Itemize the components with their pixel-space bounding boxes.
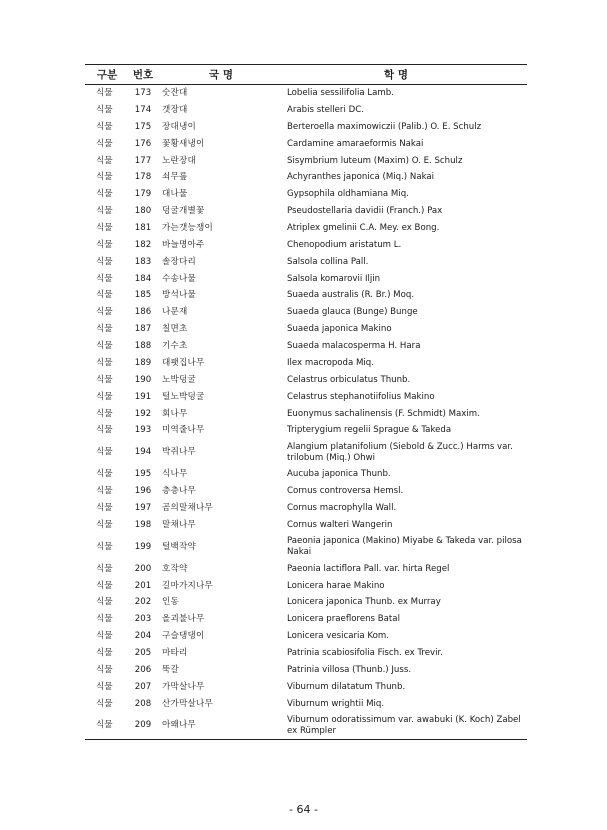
- header-korean-name: 국 명: [157, 65, 265, 85]
- cell-number: 192: [134, 408, 152, 419]
- table-row: [85, 628, 527, 645]
- cell-number: 177: [134, 155, 152, 166]
- cell-number: 188: [134, 341, 152, 352]
- cell-number: 207: [134, 681, 152, 692]
- table-row: [85, 466, 527, 483]
- cell-scientific-name: Salsola collina Pall.: [287, 256, 369, 267]
- cell-scientific-name: Chenopodium aristatum L.: [287, 239, 402, 250]
- cell-scientific-name: Viburnum odoratissimum var. awabuki (K. Koch) Zabel ex Rümpler: [265, 712, 527, 740]
- table-row: [85, 422, 527, 439]
- table-row: [85, 533, 527, 560]
- cell-korean-name: 길마가지나무: [162, 580, 214, 591]
- cell-number: 178: [134, 172, 152, 183]
- cell-category: 식물: [96, 631, 113, 642]
- table-row: [85, 355, 527, 372]
- cell-number: 175: [134, 121, 152, 132]
- cell-number: 190: [134, 374, 152, 385]
- cell-number: 174: [134, 105, 152, 116]
- table-row: [85, 439, 527, 466]
- cell-korean-name: 대나물: [162, 189, 188, 200]
- cell-number: 189: [134, 357, 152, 368]
- cell-scientific-name: Suaeda australis (R. Br.) Moq.: [287, 290, 415, 301]
- table-row: [85, 152, 527, 169]
- cell-korean-name: 노박덩굴: [162, 374, 197, 385]
- cell-korean-name: 회나무: [162, 408, 188, 419]
- cell-scientific-name: Cornus controversa Hemsl.: [287, 486, 404, 497]
- table-row: [85, 483, 527, 500]
- cell-scientific-name: Achyranthes japonica (Miq.) Nakai: [287, 172, 435, 183]
- cell-scientific-name: Arabis stelleri DC.: [287, 105, 364, 116]
- cell-scientific-name: Cornus macrophylla Wall.: [287, 502, 397, 513]
- table-row: [85, 662, 527, 679]
- cell-scientific-name: Cornus walteri Wangerin: [287, 519, 393, 530]
- cell-category: 식물: [96, 486, 113, 497]
- cell-scientific-name: Sisymbrium luteum (Maxim) O. E. Schulz: [287, 155, 463, 166]
- cell-scientific-name: Celastrus stephanotiifolius Makino: [287, 391, 435, 402]
- cell-korean-name: 솔장다리: [162, 256, 197, 267]
- cell-number: 205: [134, 647, 152, 658]
- cell-number: 208: [134, 698, 152, 709]
- cell-scientific-name: Patrinia scabiosifolia Fisch. ex Trevir.: [287, 647, 444, 658]
- cell-number: 173: [134, 88, 152, 99]
- cell-korean-name: 산가막살나무: [162, 698, 214, 709]
- cell-scientific-name: Pseudostellaria davidii (Franch.) Pax: [287, 206, 443, 217]
- table-row: [85, 85, 527, 102]
- cell-korean-name: 식나무: [162, 469, 188, 480]
- table-row: [85, 405, 527, 422]
- cell-korean-name: 말채나무: [162, 519, 197, 530]
- cell-category: 식물: [96, 189, 113, 200]
- cell-number: 184: [134, 273, 152, 284]
- table-row: [85, 254, 527, 271]
- cell-scientific-name: Paeonia lactiflora Pall. var. hirta Regel: [287, 563, 450, 574]
- cell-korean-name: 칠면초: [162, 324, 188, 335]
- cell-number: 191: [134, 391, 152, 402]
- table-row: [85, 220, 527, 237]
- cell-number: 196: [134, 486, 152, 497]
- cell-korean-name: 가막살나무: [162, 681, 205, 692]
- cell-number: 202: [134, 597, 152, 608]
- header-scientific-name: 학 명: [265, 65, 527, 85]
- cell-category: 식물: [96, 647, 113, 658]
- cell-number: 181: [134, 223, 152, 234]
- cell-scientific-name: Lonicera harae Makino: [287, 580, 385, 591]
- cell-category: 식물: [96, 88, 113, 99]
- cell-korean-name: 장대냉이: [162, 121, 197, 132]
- cell-number: 206: [134, 664, 152, 675]
- table-row: [85, 169, 527, 186]
- page-number: - 64 -: [289, 803, 318, 816]
- cell-category: 식물: [96, 408, 113, 419]
- table-row: [85, 388, 527, 405]
- cell-korean-name: 인동: [162, 597, 180, 608]
- table-row: [85, 594, 527, 611]
- cell-number: 176: [134, 138, 152, 149]
- cell-korean-name: 갯장대: [162, 105, 188, 116]
- cell-category: 식물: [96, 206, 113, 217]
- cell-category: 식물: [96, 307, 113, 318]
- table-row: [85, 372, 527, 389]
- cell-category: 식물: [96, 155, 113, 166]
- cell-number: 209: [129, 712, 157, 740]
- cell-number: 193: [134, 425, 152, 436]
- cell-scientific-name: Lobelia sessilifolia Lamb.: [287, 88, 394, 99]
- cell-number: 195: [134, 469, 152, 480]
- table-body: [85, 85, 527, 740]
- cell-korean-name: 털노박덩굴: [162, 391, 205, 402]
- cell-category: 식물: [96, 447, 113, 458]
- cell-number: 204: [134, 631, 152, 642]
- cell-korean-name: 대팻집나무: [162, 357, 205, 368]
- cell-category: 식물: [96, 239, 113, 250]
- header-category: 구분: [85, 65, 129, 85]
- cell-number: 200: [134, 563, 152, 574]
- cell-scientific-name: Lonicera japonica Thunb. ex Murray: [287, 597, 441, 608]
- cell-scientific-name: Suaeda japonica Makino: [287, 324, 392, 335]
- cell-scientific-name: Viburnum wrightii Miq.: [287, 698, 385, 709]
- cell-korean-name: 덩굴개별꽃: [162, 206, 205, 217]
- cell-number: 194: [134, 447, 152, 458]
- cell-number: 180: [134, 206, 152, 217]
- cell-scientific-name: Celastrus orbiculatus Thunb.: [287, 374, 411, 385]
- cell-korean-name: 노란장대: [162, 155, 197, 166]
- cell-number: 187: [134, 324, 152, 335]
- cell-korean-name: 호작약: [162, 563, 188, 574]
- cell-category: 식물: [96, 105, 113, 116]
- cell-category: 식물: [96, 698, 113, 709]
- cell-category: 식물: [96, 563, 113, 574]
- cell-category: 식물: [96, 425, 113, 436]
- cell-korean-name: 미역줄나무: [162, 425, 205, 436]
- cell-category: 식물: [96, 121, 113, 132]
- cell-scientific-name: Ilex macropoda Miq.: [287, 357, 374, 368]
- table-row: [85, 712, 527, 740]
- cell-scientific-name: Cardamine amaraeformis Nakai: [287, 138, 424, 149]
- table-row: [85, 270, 527, 287]
- cell-number: 183: [134, 256, 152, 267]
- cell-category: 식물: [96, 681, 113, 692]
- cell-scientific-name: Gypsophila oldhamiana Miq.: [287, 189, 409, 200]
- table-row: [85, 577, 527, 594]
- cell-scientific-name: Viburnum dilatatum Thunb.: [287, 681, 406, 692]
- cell-category: 식물: [96, 541, 113, 552]
- cell-scientific-name: Lonicera praeflorens Batal: [287, 614, 400, 625]
- table-row: [85, 500, 527, 517]
- header-row: [85, 65, 527, 85]
- cell-category: 식물: [96, 273, 113, 284]
- cell-korean-name: 층층나무: [162, 486, 197, 497]
- cell-number: 186: [134, 307, 152, 318]
- cell-category: 식물: [96, 580, 113, 591]
- cell-category: 식물: [96, 357, 113, 368]
- cell-number: 201: [134, 580, 152, 591]
- cell-category: 식물: [85, 712, 129, 740]
- table-row: [85, 119, 527, 136]
- cell-korean-name: 올괴불나무: [162, 614, 205, 625]
- table-row: [85, 679, 527, 696]
- cell-korean-name: 쇠무릎: [162, 172, 188, 183]
- table-row: [85, 645, 527, 662]
- cell-korean-name: 뚝갈: [162, 664, 180, 675]
- cell-korean-name: 바늘명아주: [162, 239, 205, 250]
- cell-scientific-name: Patrinia villosa (Thunb.) Juss.: [287, 664, 412, 675]
- cell-scientific-name: Alangium platanifolium (Siebold & Zucc.) Harms var. trilobum (Miq.) Ohwi: [287, 442, 513, 463]
- table-row: [85, 321, 527, 338]
- table-row: [85, 102, 527, 119]
- cell-scientific-name: Lonicera vesicaria Kom.: [287, 631, 389, 642]
- cell-category: 식물: [96, 664, 113, 675]
- cell-category: 식물: [96, 502, 113, 513]
- cell-korean-name: 나문재: [162, 307, 188, 318]
- cell-scientific-name: Tripterygium regelii Sprague & Takeda: [287, 425, 452, 436]
- cell-category: 식물: [96, 614, 113, 625]
- cell-category: 식물: [96, 290, 113, 301]
- table-row: [85, 338, 527, 355]
- table-row: [85, 611, 527, 628]
- table-row: [85, 287, 527, 304]
- species-table: [85, 64, 527, 740]
- cell-scientific-name: Salsola komarovii Iljin: [287, 273, 381, 284]
- cell-scientific-name: Paeonia japonica (Makino) Miyabe & Takeda var. pilosa Nakai: [287, 536, 522, 557]
- table-row: [85, 304, 527, 321]
- table-row: [85, 560, 527, 577]
- cell-korean-name: 곰의말채나무: [162, 502, 214, 513]
- cell-scientific-name: Euonymus sachalinensis (F. Schmidt) Maxim.: [287, 408, 480, 419]
- cell-korean-name: 숫잔대: [162, 88, 188, 99]
- cell-number: 199: [134, 541, 152, 552]
- cell-korean-name: 기수초: [162, 341, 188, 352]
- cell-category: 식물: [96, 256, 113, 267]
- cell-number: 179: [134, 189, 152, 200]
- table-row: [85, 136, 527, 153]
- cell-number: 203: [134, 614, 152, 625]
- cell-korean-name: 가는갯능쟁이: [162, 223, 214, 234]
- cell-korean-name: 아왜나무: [157, 712, 265, 740]
- cell-scientific-name: Berteroella maximowiczii (Palib.) O. E. Schulz: [287, 121, 482, 132]
- cell-scientific-name: Atriplex gmelinii C.A. Mey. ex Bong.: [287, 223, 440, 234]
- table-row: [85, 186, 527, 203]
- table-header: [85, 65, 527, 85]
- table-row: [85, 203, 527, 220]
- cell-category: 식물: [96, 324, 113, 335]
- cell-korean-name: 마타리: [162, 647, 188, 658]
- cell-category: 식물: [96, 138, 113, 149]
- cell-category: 식물: [96, 469, 113, 480]
- cell-category: 식물: [96, 597, 113, 608]
- cell-korean-name: 꽃황새냉이: [162, 138, 205, 149]
- cell-scientific-name: Suaeda malacosperma H. Hara: [287, 341, 421, 352]
- table-row: [85, 237, 527, 254]
- cell-number: 185: [134, 290, 152, 301]
- cell-number: 182: [134, 239, 152, 250]
- header-number: 번호: [129, 65, 157, 85]
- cell-scientific-name: Suaeda glauca (Bunge) Bunge: [287, 307, 418, 318]
- cell-korean-name: 구슬댕댕이: [162, 631, 205, 642]
- cell-number: 198: [134, 519, 152, 530]
- cell-category: 식물: [96, 172, 113, 183]
- cell-category: 식물: [96, 374, 113, 385]
- cell-korean-name: 털백작약: [162, 541, 197, 552]
- cell-korean-name: 수송나물: [162, 273, 197, 284]
- cell-category: 식물: [96, 341, 113, 352]
- cell-category: 식물: [96, 223, 113, 234]
- cell-number: 197: [134, 502, 152, 513]
- cell-korean-name: 박쥐나무: [162, 447, 197, 458]
- table-row: [85, 517, 527, 534]
- cell-category: 식물: [96, 519, 113, 530]
- cell-korean-name: 방석나물: [162, 290, 197, 301]
- cell-scientific-name: Aucuba japonica Thunb.: [287, 469, 391, 480]
- cell-category: 식물: [96, 391, 113, 402]
- table-row: [85, 695, 527, 712]
